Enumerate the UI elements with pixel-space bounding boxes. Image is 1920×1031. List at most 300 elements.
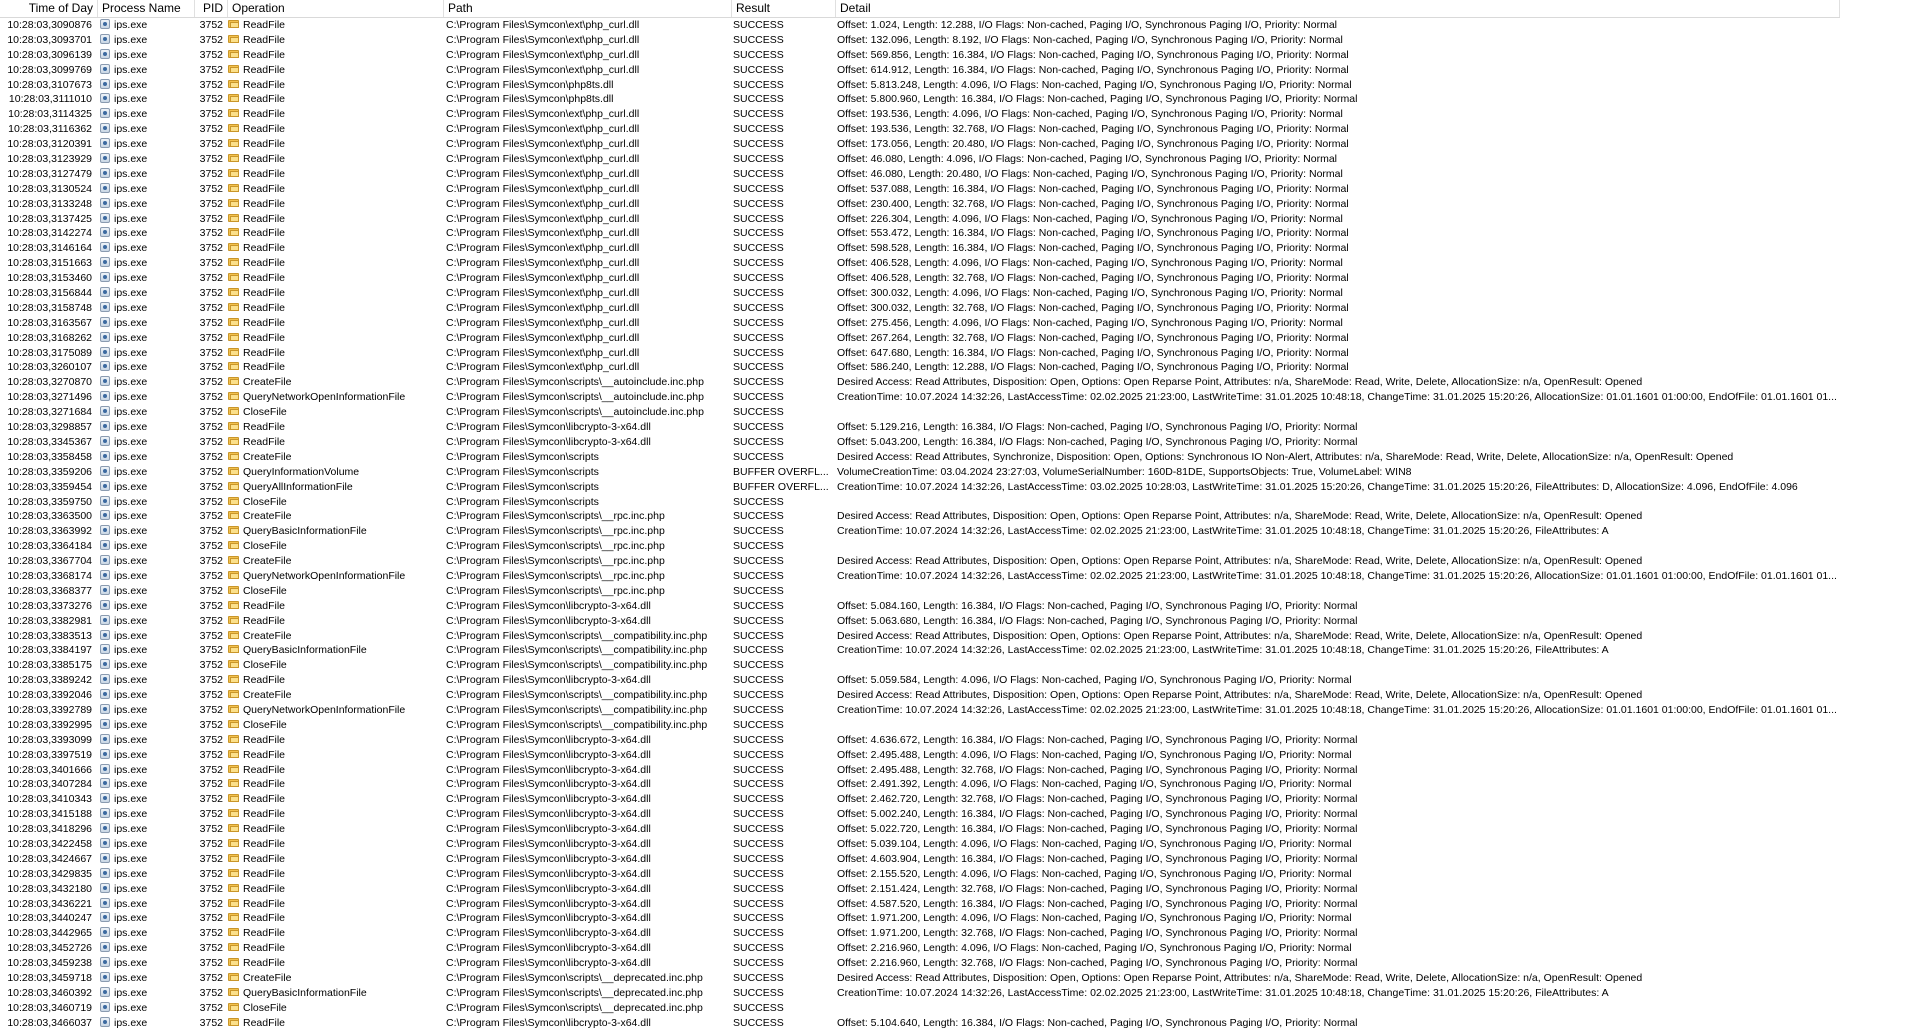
table-row[interactable] (0, 807, 1840, 822)
process-icon (100, 391, 110, 401)
process-name: ips.exe (114, 33, 148, 46)
process-name: ips.exe (114, 748, 148, 761)
pid-cell: 3752 (199, 674, 223, 687)
process-icon (100, 79, 110, 89)
process-cell (100, 256, 195, 271)
operation-name: ReadFile (243, 19, 286, 31)
path-cell: C:\Program Files\Symcon\libcrypto-3-x64.dll (446, 435, 651, 448)
table-row[interactable] (0, 703, 1840, 718)
result-cell: SUCCESS (733, 435, 784, 448)
process-icon (100, 868, 110, 878)
table-row[interactable] (0, 331, 1840, 346)
detail-cell: Offset: 193.536, Length: 4.096, I/O Flags: Non-cached, Paging I/O, Synchronous Paging I/O, Priority: Normal (837, 108, 1343, 121)
table-row[interactable] (0, 316, 1840, 331)
path-cell: C:\Program Files\Symcon\php8ts.dll (446, 93, 614, 106)
process-name: ips.exe (114, 599, 148, 612)
process-name: ips.exe (114, 644, 148, 657)
table-row[interactable] (0, 911, 1840, 926)
result-cell: SUCCESS (733, 778, 784, 791)
pid-cell: 3752 (199, 599, 223, 612)
file-system-icon (228, 808, 240, 818)
process-cell (100, 212, 195, 227)
process-name: ips.exe (114, 912, 148, 925)
table-row[interactable] (0, 480, 1840, 495)
process-icon (100, 555, 110, 565)
path-cell: C:\Program Files\Symcon\scripts (446, 450, 599, 463)
process-icon (100, 123, 110, 133)
process-cell (100, 48, 195, 63)
pid-cell: 3752 (199, 33, 223, 46)
detail-cell (837, 718, 1840, 733)
operation-cell (228, 658, 443, 673)
operation-cell (228, 420, 443, 435)
path-cell: C:\Program Files\Symcon\libcrypto-3-x64.dll (446, 897, 651, 910)
process-icon (100, 213, 110, 223)
time-cell: 10:28:03,3111010 (8, 93, 92, 106)
time-cell: 10:28:03,3459718 (7, 972, 92, 984)
pid-cell: 3752 (199, 376, 223, 389)
process-icon (100, 138, 110, 148)
process-cell (100, 450, 195, 465)
process-cell (100, 152, 195, 167)
path-cell: C:\Program Files\Symcon\scripts\__autoinclude.inc.php (446, 376, 704, 389)
path-cell: C:\Program Files\Symcon\scripts (446, 480, 599, 493)
process-cell (100, 941, 195, 956)
detail-cell: Offset: 1.971.200, Length: 32.768, I/O Flags: Non-cached, Paging I/O, Synchronous Paging I/O, Priority: Normal (837, 927, 1358, 940)
column-header-operation[interactable]: Operation (228, 0, 444, 17)
process-icon (100, 644, 110, 654)
detail-cell (837, 495, 1840, 510)
pid-cell: 3752 (199, 986, 223, 999)
process-icon (100, 898, 110, 908)
process-cell (100, 733, 195, 748)
process-name: ips.exe (114, 316, 148, 329)
result-cell: SUCCESS (733, 659, 784, 672)
operation-cell (228, 673, 443, 688)
detail-cell: Offset: 173.056, Length: 20.480, I/O Flags: Non-cached, Paging I/O, Synchronous Paging I/O, Priority: Normal (837, 138, 1349, 151)
result-cell: SUCCESS (733, 138, 784, 151)
result-cell: SUCCESS (733, 912, 784, 925)
path-cell: C:\Program Files\Symcon\ext\php_curl.dll (446, 212, 640, 225)
detail-cell: Offset: 5.129.216, Length: 16.384, I/O Flags: Non-cached, Paging I/O, Synchronous Paging I/O, Priority: Normal (837, 421, 1358, 434)
table-row[interactable] (0, 926, 1840, 941)
pid-cell: 3752 (199, 763, 223, 776)
operation-cell (228, 360, 443, 375)
table-row[interactable] (0, 658, 1840, 673)
table-row[interactable] (0, 614, 1840, 629)
table-row[interactable] (0, 212, 1840, 227)
column-header-result[interactable]: Result (732, 0, 836, 17)
process-icon (100, 376, 110, 386)
table-row[interactable] (0, 33, 1840, 48)
table-row[interactable] (0, 792, 1840, 807)
table-row[interactable] (0, 852, 1840, 867)
operation-name: ReadFile (243, 599, 286, 612)
table-row[interactable] (0, 837, 1840, 852)
process-icon (100, 153, 110, 163)
table-row[interactable] (0, 748, 1840, 763)
operation-name: CloseFile (243, 406, 287, 419)
process-icon (100, 317, 110, 327)
table-row[interactable] (0, 152, 1840, 167)
operation-cell (228, 807, 443, 822)
time-cell: 10:28:03,3298857 (7, 421, 92, 434)
file-system-icon (228, 615, 240, 625)
pid-cell: 3752 (199, 659, 223, 672)
time-cell: 10:28:03,3358458 (7, 450, 92, 463)
time-cell: 10:28:03,3359206 (7, 465, 92, 478)
table-row[interactable] (0, 18, 1840, 33)
detail-cell: Offset: 2.491.392, Length: 4.096, I/O Flags: Non-cached, Paging I/O, Synchronous Paging I/O, Priority: Normal (837, 778, 1352, 791)
table-row[interactable] (0, 673, 1840, 688)
operation-name: ReadFile (243, 793, 286, 806)
file-system-icon (228, 853, 240, 863)
process-name: ips.exe (114, 301, 148, 314)
table-row[interactable] (0, 390, 1840, 405)
table-row[interactable] (0, 941, 1840, 956)
table-row[interactable] (0, 509, 1840, 524)
time-cell: 10:28:03,3415188 (7, 808, 92, 821)
table-row[interactable] (0, 256, 1840, 271)
result-cell: SUCCESS (733, 972, 784, 984)
result-cell: SUCCESS (733, 569, 784, 582)
operation-cell (228, 688, 443, 703)
operation-name: ReadFile (243, 182, 286, 195)
path-cell: C:\Program Files\Symcon\scripts\__compatibility.inc.php (446, 689, 708, 702)
table-row[interactable] (0, 539, 1840, 554)
time-cell: 10:28:03,3367704 (7, 555, 92, 568)
result-cell: SUCCESS (733, 19, 784, 31)
operation-cell (228, 226, 443, 241)
path-cell: C:\Program Files\Symcon\libcrypto-3-x64.dll (446, 942, 651, 955)
table-row[interactable] (0, 718, 1840, 733)
process-cell (100, 688, 195, 703)
file-system-icon (228, 927, 240, 937)
table-row[interactable] (0, 286, 1840, 301)
result-cell: BUFFER OVERFL... (733, 465, 829, 478)
time-cell: 10:28:03,3466037 (7, 1016, 92, 1029)
file-system-icon (228, 540, 240, 550)
process-icon (100, 972, 110, 982)
pid-cell: 3752 (199, 435, 223, 448)
pid-cell: 3752 (199, 972, 223, 984)
file-system-icon (228, 823, 240, 833)
process-cell (100, 911, 195, 926)
process-cell (100, 539, 195, 554)
pid-cell: 3752 (199, 182, 223, 195)
process-icon (100, 540, 110, 550)
operation-cell (228, 301, 443, 316)
result-cell: SUCCESS (733, 406, 784, 419)
process-icon (100, 93, 110, 103)
time-cell: 10:28:03,3130524 (7, 182, 92, 195)
file-system-icon (228, 213, 240, 223)
table-row[interactable] (0, 733, 1840, 748)
process-name: ips.exe (114, 287, 148, 300)
process-icon (100, 1002, 110, 1012)
operation-cell (228, 122, 443, 137)
detail-cell: Desired Access: Read Attributes, Synchronize, Disposition: Open, Options: Synchronous IO Non-Alert, Attributes: n/a, ShareMode: Read, Write, Delete, AllocationSize: n/a, OpenResult: Opened (837, 450, 1734, 463)
operation-name: ReadFile (243, 153, 286, 166)
process-cell (100, 316, 195, 331)
file-system-icon (228, 302, 240, 312)
table-row[interactable] (0, 48, 1840, 63)
path-cell: C:\Program Files\Symcon\ext\php_curl.dll (446, 153, 640, 166)
table-row[interactable] (0, 763, 1840, 778)
table-row[interactable] (0, 971, 1840, 986)
process-name: ips.exe (114, 153, 148, 166)
process-cell (100, 837, 195, 852)
result-cell: SUCCESS (733, 986, 784, 999)
table-row[interactable] (0, 107, 1840, 122)
process-name: ips.exe (114, 972, 148, 984)
table-row[interactable] (0, 986, 1840, 1001)
detail-cell: CreationTime: 10.07.2024 14:32:26, LastAccessTime: 02.02.2025 21:23:00, LastWriteTime: 31.01.2025 10:48:18, ChangeTime: 31.01.2025 15:20:26, FileAttributes: A (837, 986, 1609, 999)
file-system-icon (228, 93, 240, 103)
time-cell: 10:28:03,3096139 (7, 48, 92, 61)
process-name: ips.exe (114, 882, 148, 895)
file-system-icon (228, 898, 240, 908)
operation-cell (228, 435, 443, 450)
operation-name: ReadFile (243, 882, 286, 895)
table-row[interactable] (0, 554, 1840, 569)
result-cell: SUCCESS (733, 346, 784, 359)
path-cell: C:\Program Files\Symcon\libcrypto-3-x64.dll (446, 912, 651, 925)
column-header-detail[interactable]: Detail (836, 0, 1840, 17)
column-header-path[interactable]: Path (444, 0, 732, 17)
detail-cell: Offset: 4.587.520, Length: 16.384, I/O Flags: Non-cached, Paging I/O, Synchronous Paging I/O, Priority: Normal (837, 897, 1358, 910)
table-row[interactable] (0, 122, 1840, 137)
pid-cell: 3752 (199, 569, 223, 582)
path-cell: C:\Program Files\Symcon\libcrypto-3-x64.dll (446, 674, 651, 687)
time-cell: 10:28:03,3345367 (7, 435, 92, 448)
table-row[interactable] (0, 524, 1840, 539)
detail-cell: Offset: 614.912, Length: 16.384, I/O Flags: Non-cached, Paging I/O, Synchronous Paging I/O, Priority: Normal (837, 63, 1349, 76)
table-row[interactable] (0, 137, 1840, 152)
result-cell: SUCCESS (733, 331, 784, 344)
file-system-icon (228, 466, 240, 476)
time-cell: 10:28:03,3153460 (7, 272, 92, 285)
time-cell: 10:28:03,3168262 (7, 331, 92, 344)
file-system-icon (228, 64, 240, 74)
pid-cell: 3752 (199, 614, 223, 627)
time-cell: 10:28:03,3397519 (7, 748, 92, 761)
operation-cell (228, 480, 443, 495)
detail-cell: Offset: 5.039.104, Length: 4.096, I/O Flags: Non-cached, Paging I/O, Synchronous Paging I/O, Priority: Normal (837, 837, 1352, 850)
process-icon (100, 421, 110, 431)
table-row[interactable] (0, 569, 1840, 584)
table-row[interactable] (0, 197, 1840, 212)
operation-cell (228, 405, 443, 420)
table-row[interactable] (0, 777, 1840, 792)
table-row[interactable] (0, 420, 1840, 435)
path-cell: C:\Program Files\Symcon\ext\php_curl.dll (446, 287, 640, 300)
time-cell: 10:28:03,3383513 (7, 629, 92, 642)
path-cell: C:\Program Files\Symcon\ext\php_curl.dll (446, 138, 640, 151)
pid-cell: 3752 (199, 361, 223, 374)
operation-cell (228, 599, 443, 614)
process-cell (100, 331, 195, 346)
table-row[interactable] (0, 584, 1840, 599)
path-cell: C:\Program Files\Symcon\libcrypto-3-x64.dll (446, 867, 651, 880)
table-row[interactable] (0, 643, 1840, 658)
column-header-process[interactable]: Process Name (98, 0, 195, 17)
pid-cell: 3752 (199, 480, 223, 493)
path-cell: C:\Program Files\Symcon\scripts\__compatibility.inc.php (446, 629, 708, 642)
path-cell: C:\Program Files\Symcon\libcrypto-3-x64.dll (446, 808, 651, 821)
process-cell (100, 197, 195, 212)
process-name: ips.exe (114, 867, 148, 880)
detail-cell: Desired Access: Read Attributes, Disposition: Open, Options: Open Reparse Point, Attributes: n/a, ShareMode: Read, Write, Delete, AllocationSize: n/a, OpenResult: Opened (837, 510, 1643, 523)
process-cell (100, 465, 195, 480)
table-row[interactable] (0, 78, 1840, 93)
time-cell: 10:28:03,3120391 (7, 138, 92, 151)
path-cell: C:\Program Files\Symcon\scripts\__compatibility.inc.php (446, 703, 708, 716)
time-cell: 10:28:03,3090876 (7, 19, 92, 31)
file-system-icon (228, 272, 240, 282)
process-name: ips.exe (114, 361, 148, 374)
process-cell (100, 852, 195, 867)
table-row[interactable] (0, 301, 1840, 316)
operation-name: CloseFile (243, 495, 287, 508)
operation-cell (228, 911, 443, 926)
table-row[interactable] (0, 465, 1840, 480)
result-cell: SUCCESS (733, 93, 784, 106)
operation-cell (228, 524, 443, 539)
path-cell: C:\Program Files\Symcon\scripts\__compatibility.inc.php (446, 659, 708, 672)
process-icon (100, 302, 110, 312)
path-cell: C:\Program Files\Symcon\libcrypto-3-x64.dll (446, 421, 651, 434)
path-cell: C:\Program Files\Symcon\scripts (446, 495, 599, 508)
operation-name: QueryNetworkOpenInformationFile (243, 391, 406, 404)
table-row[interactable] (0, 375, 1840, 390)
process-name: ips.exe (114, 689, 148, 702)
time-cell: 10:28:03,3436221 (7, 897, 92, 910)
path-cell: C:\Program Files\Symcon\libcrypto-3-x64.dll (446, 837, 651, 850)
table-row[interactable] (0, 182, 1840, 197)
process-name: ips.exe (114, 584, 148, 597)
path-cell: C:\Program Files\Symcon\scripts\__rpc.inc.php (446, 540, 665, 553)
column-header-pid[interactable]: PID (195, 0, 228, 17)
table-row[interactable] (0, 882, 1840, 897)
table-row[interactable] (0, 63, 1840, 78)
process-name: ips.exe (114, 376, 148, 389)
process-cell (100, 897, 195, 912)
process-cell (100, 78, 195, 93)
operation-name: ReadFile (243, 614, 286, 627)
file-system-icon (228, 19, 240, 29)
operation-name: QueryAllInformationFile (243, 480, 353, 493)
table-row[interactable] (0, 450, 1840, 465)
result-cell: SUCCESS (733, 361, 784, 374)
pid-cell: 3752 (199, 510, 223, 523)
process-name: ips.exe (114, 942, 148, 955)
table-row[interactable] (0, 688, 1840, 703)
table-row[interactable] (0, 226, 1840, 241)
time-cell: 10:28:03,3401666 (7, 763, 92, 776)
table-row[interactable] (0, 599, 1840, 614)
pid-cell: 3752 (199, 465, 223, 478)
table-row[interactable] (0, 405, 1840, 420)
operation-name: ReadFile (243, 674, 286, 687)
table-row[interactable] (0, 167, 1840, 182)
operation-name: QueryNetworkOpenInformationFile (243, 703, 406, 716)
table-row[interactable] (0, 897, 1840, 912)
operation-name: ReadFile (243, 227, 286, 240)
operation-cell (228, 256, 443, 271)
detail-cell: Offset: 586.240, Length: 12.288, I/O Flags: Non-cached, Paging I/O, Synchronous Paging I/O, Priority: Normal (837, 361, 1349, 374)
operation-cell (228, 748, 443, 763)
time-cell: 10:28:03,3363500 (7, 510, 92, 523)
operation-cell (228, 703, 443, 718)
process-cell (100, 509, 195, 524)
file-system-icon (228, 912, 240, 922)
time-cell: 10:28:03,3368174 (7, 569, 92, 582)
detail-cell: Offset: 5.084.160, Length: 16.384, I/O Flags: Non-cached, Paging I/O, Synchronous Paging I/O, Priority: Normal (837, 599, 1358, 612)
table-row[interactable] (0, 822, 1840, 837)
process-icon (100, 347, 110, 357)
process-icon (100, 525, 110, 535)
process-icon (100, 496, 110, 506)
process-name: ips.exe (114, 763, 148, 776)
table-row[interactable] (0, 629, 1840, 644)
process-cell (100, 718, 195, 733)
process-cell (100, 33, 195, 48)
detail-cell: Offset: 406.528, Length: 4.096, I/O Flags: Non-cached, Paging I/O, Synchronous Paging I/O, Priority: Normal (837, 257, 1343, 270)
operation-name: ReadFile (243, 257, 286, 270)
table-row[interactable] (0, 241, 1840, 256)
process-name: ips.exe (114, 450, 148, 463)
column-header-time[interactable]: Time of Day (0, 0, 98, 17)
process-cell (100, 867, 195, 882)
operation-name: ReadFile (243, 435, 286, 448)
pid-cell: 3752 (199, 942, 223, 955)
table-row[interactable] (0, 92, 1840, 107)
operation-cell (228, 926, 443, 941)
operation-name: ReadFile (243, 287, 286, 300)
table-row[interactable] (0, 360, 1840, 375)
operation-cell (228, 718, 443, 733)
detail-cell: Desired Access: Read Attributes, Disposition: Open, Options: Open Reparse Point, Attributes: n/a, ShareMode: Read, Write, Delete, AllocationSize: n/a, OpenResult: Opened (837, 689, 1643, 702)
result-cell: SUCCESS (733, 897, 784, 910)
time-cell: 10:28:03,3392995 (7, 718, 92, 731)
process-icon (100, 361, 110, 371)
result-cell: SUCCESS (733, 763, 784, 776)
path-cell: C:\Program Files\Symcon\libcrypto-3-x64.dll (446, 733, 651, 746)
file-system-icon (228, 496, 240, 506)
table-row[interactable] (0, 346, 1840, 361)
table-row[interactable] (0, 495, 1840, 510)
table-row[interactable] (0, 867, 1840, 882)
process-icon (100, 198, 110, 208)
process-name: ips.exe (114, 540, 148, 553)
process-cell (100, 346, 195, 361)
detail-cell: Offset: 300.032, Length: 32.768, I/O Flags: Non-cached, Paging I/O, Synchronous Paging I/O, Priority: Normal (837, 301, 1349, 314)
table-row[interactable] (0, 435, 1840, 450)
time-cell: 10:28:03,3359454 (7, 480, 92, 493)
process-icon (100, 510, 110, 520)
result-cell: SUCCESS (733, 108, 784, 121)
time-cell: 10:28:03,3363992 (7, 525, 92, 538)
operation-cell (228, 316, 443, 331)
table-row[interactable] (0, 956, 1840, 971)
process-cell (100, 1001, 195, 1016)
table-row[interactable] (0, 1001, 1840, 1016)
operation-name: CloseFile (243, 659, 287, 672)
process-name: ips.exe (114, 93, 148, 106)
table-row[interactable] (0, 271, 1840, 286)
file-system-icon (228, 436, 240, 446)
